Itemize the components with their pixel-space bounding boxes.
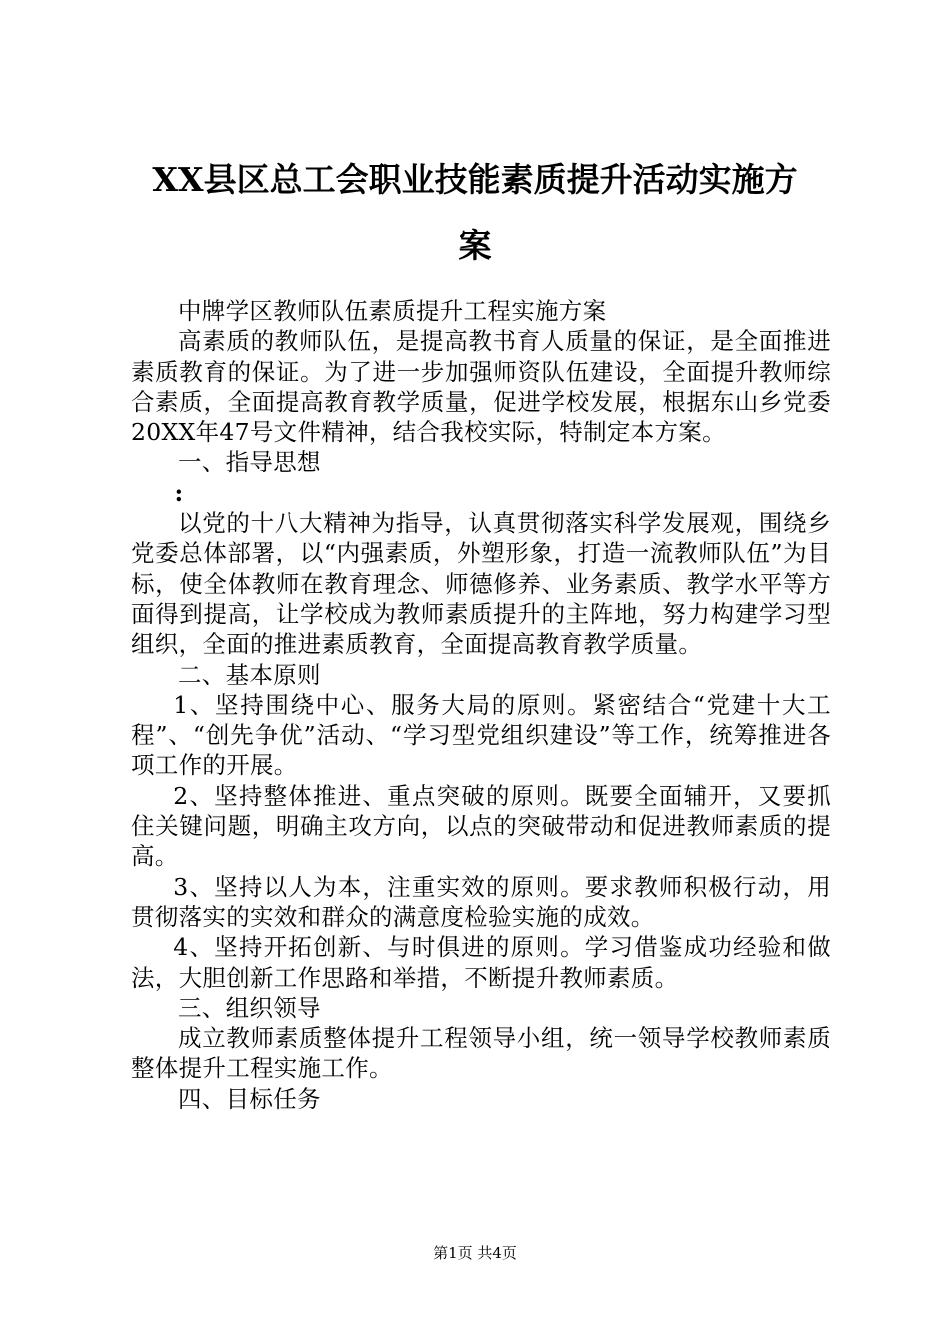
subtitle-paragraph: 中牌学区教师队伍素质提升工程实施方案 xyxy=(178,297,607,325)
intro-paragraph: 高素质的教师队伍，是提高教书育人质量的保证，是全面推进素质教育的保证。为了进一步加强师资队伍建设，全面提升教师综合素质，全面提高教育教学质量，促进学校发展，根据东山乡党委20XX年47号文件精神，结合我校实际，特制定本方案。 xyxy=(131,327,831,447)
page-number-footer: 第1页 共4页 xyxy=(433,1244,517,1262)
document-body xyxy=(131,296,831,1114)
principle-1-paragraph: 1、坚持围绕中心、服务大局的原则。紧密结合“党建十大工程”、“创先争优”活动、“学习型党组织建设”等工作，统筹推进各项工作的开展。 xyxy=(131,690,831,780)
organization-paragraph: 成立教师素质整体提升工程领导小组，统一领导学校教师素质整体提升工程实施工作。 xyxy=(131,1024,831,1083)
section-heading-organization: 三、组织领导 xyxy=(178,993,321,1022)
section-heading-basic-principles: 二、基本原则 xyxy=(178,660,321,689)
principle-3-paragraph: 3、坚持以人为本，注重实效的原则。要求教师积极行动，用贯彻落实的实效和群众的满意度检验实施的成效。 xyxy=(131,872,831,931)
section-heading-goals: 四、目标任务 xyxy=(178,1084,321,1113)
stray-colon: : xyxy=(174,478,184,507)
principle-2-paragraph: 2、坚持整体推进、重点突破的原则。既要全面辅开，又要抓住关键问题，明确主攻方向，以点的突破带动和促进教师素质的提高。 xyxy=(131,781,831,871)
document-title-line-2: 案 xyxy=(458,226,492,265)
guiding-thought-paragraph: 以党的十八大精神为指导，认真贯彻落实科学发展观，围绕乡党委总体部署，以“内强素质，外塑形象，打造一流教师队伍”为目标，使全体教师在教育理念、师德修养、业务素质、教学水平等方面得到提高，让学校成为教师素质提升的主阵地，努力构建学习型组织，全面的推进素质教育，全面提高教育教学质量。 xyxy=(131,509,831,659)
principle-4-paragraph: 4、坚持开拓创新、与时俱进的原则。学习借鉴成功经验和做法，大胆创新工作思路和举措，不断提升教师素质。 xyxy=(131,933,831,992)
document-title-line-1: XX县区总工会职业技能素质提升活动实施方 xyxy=(152,160,798,199)
section-heading-guiding-thought: 一、指导思想 xyxy=(178,448,321,477)
